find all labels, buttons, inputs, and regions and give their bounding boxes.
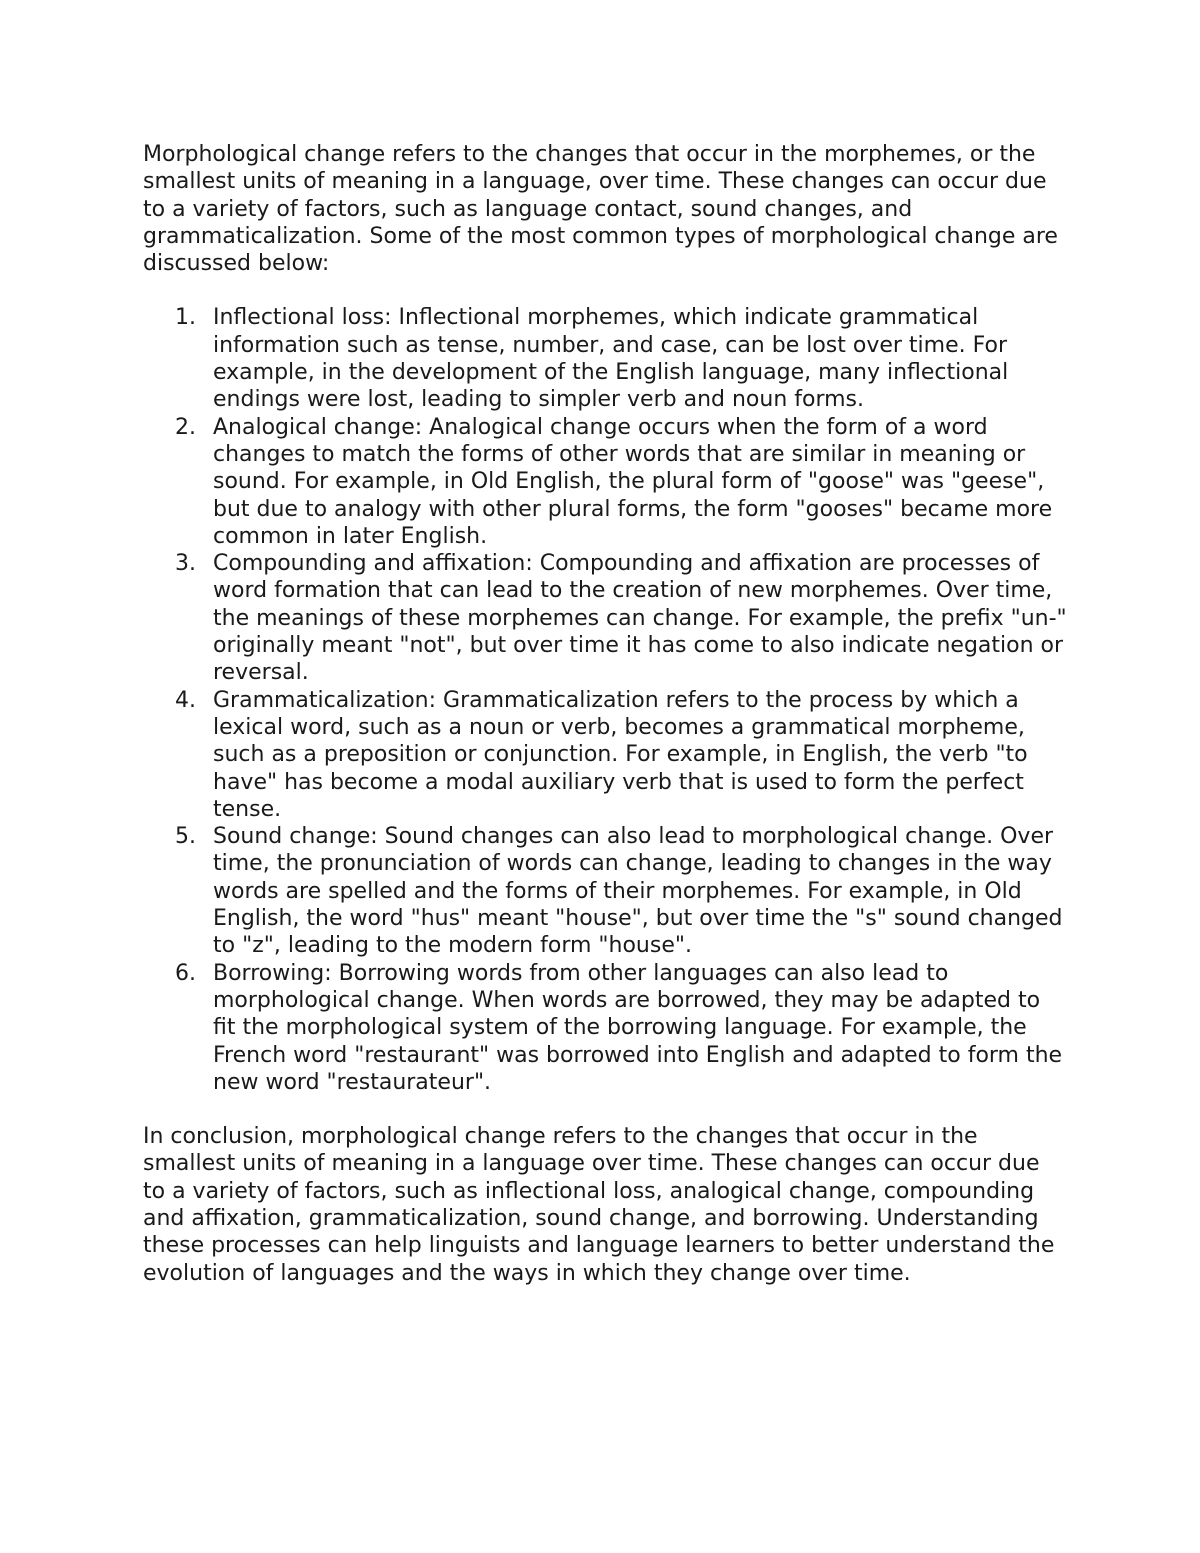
list-item-number: 6. (175, 960, 196, 986)
list-item-number: 2. (175, 414, 196, 440)
list-item-text: Sound change: Sound changes can also lead to morphological change. Over time, the pronunciation of words can change, leading to changes in the way words are spelled and the forms of their morphemes. For example, in Old English, the word "hus" meant "house", but over time the "s" sound changed to "z", leading to the modern form "house". (213, 824, 1063, 959)
list-item (143, 687, 1068, 823)
list-item-number: 1. (175, 305, 196, 331)
list-item (143, 823, 1068, 959)
list-item-text: Grammaticalization: Grammaticalization refers to the process by which a lexical word, such as a noun or verb, becomes a grammatical morpheme, such as a preposition or conjunction. For example, in English, the verb "to have" has become a modal auxiliary verb that is used to form the perfect tense. (213, 687, 1028, 822)
intro-paragraph: Morphological change refers to the changes that occur in the morphemes, or the smallest units of meaning in a language, over time. These changes can occur due to a variety of factors, such as language contact, sound changes, and grammaticalization. Some of the most common types of morphological change are discussed below: (143, 142, 1058, 277)
list-item-number: 5. (175, 824, 196, 850)
list-item-text: Borrowing: Borrowing words from other languages can also lead to morphological change. When words are borrowed, they may be adapted to fit the morphological system of the borrowing language. For example, the French word "restaurant" was borrowed into English and adapted to form the new word "restaurateur". (213, 960, 1063, 1095)
list-item-text: Analogical change: Analogical change occurs when the form of a word changes to match the forms of other words that are similar in meaning or sound. For example, in Old English, the plural form of "goose" was "geese", but due to analogy with other plural forms, the form "gooses" became more common in later English. (213, 414, 1053, 549)
list-item (143, 550, 1068, 686)
list-item (143, 304, 1068, 413)
list-item (143, 414, 1068, 550)
list-item-text: Inflectional loss: Inflectional morphemes, which indicate grammatical information such as tense, number, and case, can be lost over time. For example, in the development of the English language, many inflectional endings were lost, leading to simpler verb and noun forms. (213, 305, 1009, 413)
list-item-number: 3. (175, 551, 196, 577)
document-page (143, 141, 1068, 1287)
list-item-number: 4. (175, 687, 196, 713)
conclusion-paragraph: In conclusion, morphological change refers to the changes that occur in the smallest units of meaning in a language over time. These changes can occur due to a variety of factors, such as inflectional loss, analogical change, compounding and affixation, grammaticalization, sound change, and borrowing. Understanding these processes can help linguists and language learners to better understand the evolution of languages and the ways in which they change over time. (143, 1124, 1055, 1286)
morphological-change-types-list (143, 304, 1068, 1096)
list-item (143, 960, 1068, 1096)
list-item-text: Compounding and affixation: Compounding and affixation are processes of word formation that can lead to the creation of new morphemes. Over time, the meanings of these morphemes can change. For example, the prefix "un-" originally meant "not", but over time it has come to also indicate negation or reversal. (213, 551, 1067, 686)
